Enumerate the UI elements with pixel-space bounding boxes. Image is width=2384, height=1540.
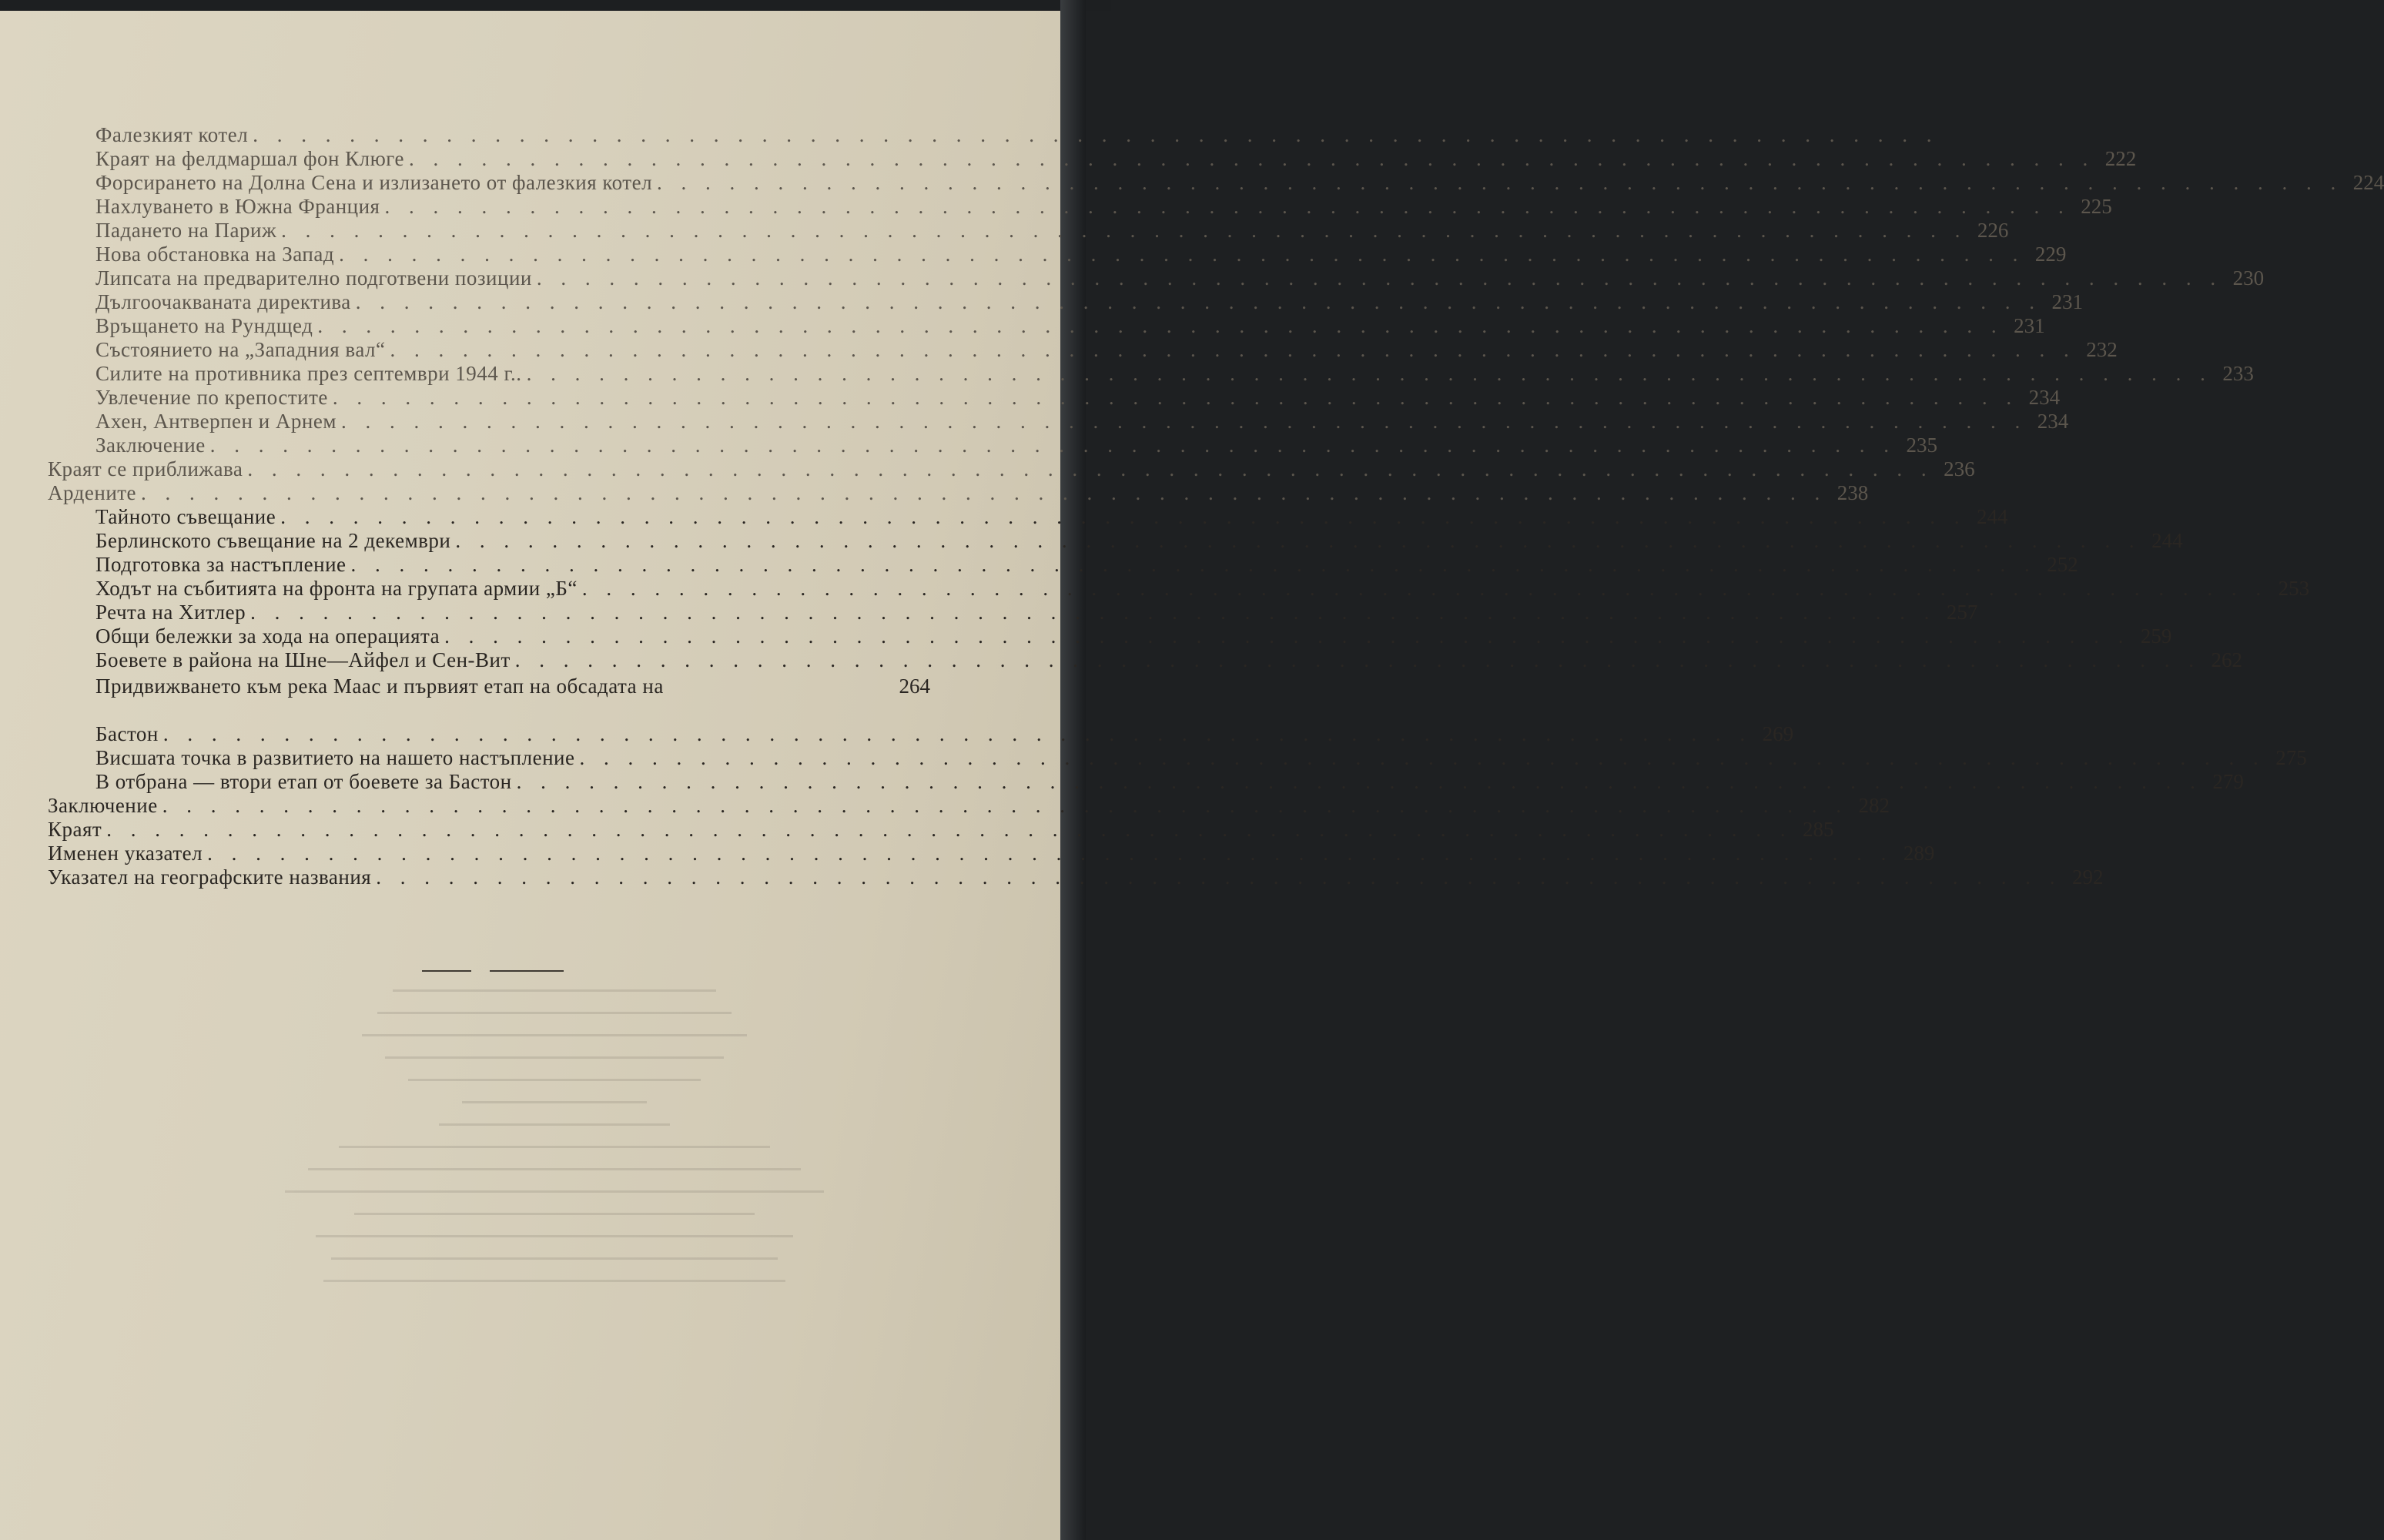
toc-entry-page: 233 [2222,362,2254,385]
toc-entry-title: Дългоочакваната директива [95,290,351,313]
toc-entry-page: 244 [2151,529,2183,552]
toc-entry [48,457,1975,482]
toc-entry-title: Силите на противника през септември 1944 г.. [95,362,522,385]
dot-leader: . . . . . . . . . . . . . . . . . . . . . . . . . . . . . . . . . . . . . . . . . . . . . . . . . . . . . . . . . . . . . . . . . . . . . . [390,338,2076,361]
dot-leader: . . . . . . . . . . . . . . . . . . . . . . . . . . . . . . . . . . . . . . . . . . . . . . . . . . . . . . . . . . . . . . . . . . . . . . [281,219,1967,242]
dot-leader: . . . . . . . . . . . . . . . . . . . . . . . . . . . . . . . . . . . . . . . . . . . . . . . . . . . . . . . . . . . . . . . . . . [162,722,1753,745]
toc-entry [95,243,2067,267]
toc-entry [48,481,1869,506]
toc-entry-page: 235 [1906,434,1937,457]
dot-leader: . . . . . . . . . . . . . . . . . . . . . . . . . . . . . . . . . . . . . . . . . . . . . . . . . . . . . . . . . . . . . . . . . . . . . . [581,577,2268,600]
toc-entry [95,123,1939,148]
toc-entry-title: Боевете в района на Шне—Айфел и Сен-Вит [95,648,511,671]
toc-entry [95,266,2265,291]
dot-leader: . . . . . . . . . . . . . . . . . . . . . . . . . . . . . . . . . . . . . . . . . . . . . . . . . . . . . . . . . . . . . . . . . . . . . . [657,171,2343,194]
toc-entry-title: Тайното съвещание [95,505,276,528]
dot-leader: . . . . . . . . . . . . . . . . . . . . . . . . . . . . . . . . . . . . . . . . . . . . . . . . . . . . . . . . . . . . . . . . . . . . . . [162,794,1848,817]
dot-leader: . . . . . . . . . . . . . . . . . . . . . . . . . . . . . . . . . . . . . . . . . . . . . . . . . . . . . . . . . . . . . . . . . . . . . . [253,123,1939,146]
toc-entry [95,362,2254,387]
toc-entry [95,553,2078,578]
toc-entry-title: Нова обстановка на Запад [95,243,335,266]
toc-entry-page: 236 [1944,457,1975,480]
toc-entry [95,648,2243,673]
toc-entry [48,842,1935,866]
toc-entry [95,529,2183,554]
toc-entry-page: 275 [2275,746,2307,769]
toc-entry [95,675,930,699]
dot-leader: . . . . . . . . . . . . . . . . . . . . . . . . . . . . . . . . . . . . . . . . . . . . . . . . . . . . . . . . . . . . . . . . . . . . . . [317,314,2004,337]
toc-continuation-row [95,722,1794,747]
dot-leader: . . . . . . . . . . . . . . . . . . . . . . . . . . . . . . . . . . . . . . . . . . . . . . . . . . . . . . . . . . . . . . . . . . . . . . [376,865,2062,889]
toc-entry-page: 262 [2211,648,2243,671]
toc-entry [95,601,1978,625]
toc-entry-page: 231 [2014,314,2045,337]
toc-entry-page: 229 [2034,243,2067,266]
toc-entry [95,147,2137,172]
toc-entry-page: 238 [1837,481,1869,504]
toc-entry-page: 292 [2071,865,2104,889]
dot-leader: . . . . . . . . . . . . . . . . . . . . . . . . . . . . . . . . . . . . . . . . . . . . . . . . . . . . . . . . . . . . . . . . . . . . . . [247,457,1934,480]
toc-entry-title: Именен указател [48,842,203,865]
toc-entry-title: Заключение [48,794,158,817]
toc-entry-page: 289 [1903,842,1935,865]
toc-entry-title: Придвижването към река Маас и първият етап на обсадата на [95,675,664,698]
dot-leader: . . . . . . . . . . . . . . . . . . . . . . . . . . . . . . . . . . . . . . . . . . . . . . . . . . . . . . . . . . . . . . . . . . . . . . [350,553,2037,576]
dot-leader: . . . . . . . . . . . . . . . . . . . . . . . . . . . . . . . . . . . . . . . . . . . . . . . . . . . . . . . . . . . . . . . . . . . . . . [455,529,2141,552]
toc-entry-title: Подготовка за настъпление [95,553,347,576]
dot-leader: . . . . . . . . . . . . . . . . . . . . . . . . . . . . . . . . . . . . . . . . . . . . . . . . . . . . . . . . . . . . . . . . . . . . . . [516,770,2202,793]
toc-entry [95,505,2008,530]
toc-entry-title: Краят на фелдмаршал фон Клюге [95,147,405,170]
toc-entry-title: Висшата точка в развитието на нашето настъпление [95,746,575,769]
toc-entry [48,818,1834,842]
toc-entry [95,386,2061,410]
dot-leader: . . . . . . . . . . . . . . . . . . . . . . . . . . . . . . . . . . . . . . . . . . . . . . . . . . . . . . . . . . . . . . . . . . . . . . [384,195,2071,218]
toc-entry-page: 226 [1977,219,2009,242]
dot-leader: . . . . . . . . . . . . . . . . . . . . . . . . . . . . . . . . . . . . . . . . . . . . . . . . . . . . . . . . . . . . . . . . . . . . . . [332,386,2019,409]
toc-entry-title: Връщането на Рундщед [95,314,313,337]
toc-entry-title: Ахен, Антверпен и Арнем [95,410,337,433]
divider-left [422,970,471,972]
toc-entry [95,338,2118,363]
dot-leader: . . . . . . . . . . . . . . . . . . . . . . . . . . . . . . . . . . . . . . . . . . . . . . . . . . . . . . . . . . . . . . . . . . . . . . [106,818,1793,841]
toc-entry-title: Заключение [95,434,206,457]
dot-leader: . . . . . . . . . . . . . . . . . . . . . . . . . . . . . . . . . . . . . . . . . . . . . . . . . . . . . . . . . . . . . . . . . . . . . . [355,290,2042,313]
toc-entry-page: 225 [2081,195,2112,218]
toc-entry-page: 264 [899,675,930,698]
dot-leader: . . . . . . . . . . . . . . . . . . . . . . . . . . . . . . . . . . . . . . . . . . . . . . . . . . . . . . . . . . . . . . . . . . . . . . [526,362,2212,385]
toc-entry-page: 257 [1946,601,1978,624]
toc-entry [48,794,1890,819]
toc-entry-page: 231 [2051,290,2084,313]
dot-leader: . . . . . . . . . . . . . . . . . . . . . . . . . . . . . . . . . . . . . . . . . . . . . . . . . . . . . . . . . . . . . . . . . . . . . . [250,601,1937,624]
toc-entry-title: Състоянието на „Западния вал“ [95,338,386,361]
show-through-imprint [254,989,855,1467]
dot-leader: . . . . . . . . . . . . . . . . . . . . . . . . . . . . . . . . . . . . . . . . . . . . . . . . . . . . . . . . . . . . . . . . . . . . . . [409,147,2095,170]
toc-entry-title: Берлинското съвещание на 2 декември [95,529,451,552]
top-edge [0,0,1111,11]
dot-leader: . . . . . . . . . . . . . . . . . . . . . . . . . . . . . . . . . . . . . . . . . . . . . . . . . . . . . . . . . . . . . . . . . . . . . . [280,505,1967,528]
toc-entry-page: 282 [1858,794,1890,817]
toc-entry-page: 252 [2047,553,2078,576]
toc-entry-title: Липсата на предварително подготвени позиции [95,266,532,290]
toc-entry-title: Форсирането на Долна Сена и излизането от фалезкия котел [95,171,653,194]
toc-entry [95,219,2009,243]
toc-entry-page: 230 [2232,266,2265,290]
toc-entry-page: 253 [2278,577,2310,600]
dot-leader: . . . . . . . . . . . . . . . . . . . . . . . . . . . . . . . . . . . . . . . . . . . . . . . . . . . . . . . . . . . . . . . . . . . . . . [339,243,2025,266]
dot-leader: . . . . . . . . . . . . . . . . . . . . . . . . . . . . . . . . . . . . . . . . . . . . . . . . . . . . . . . . . . . . . . . . . . . . . . [579,746,2265,769]
toc-entry [95,195,2112,219]
toc-entry-title: Нахлуването в Южна Франция [95,195,380,218]
toc-entry-page: 232 [2086,338,2118,361]
toc-entry-title: Падането на Париж [95,219,277,242]
toc-entry-title: Фалезкият котел [95,123,249,146]
dot-leader: . . . . . . . . . . . . . . . . . . . . . . . . . . . . . . . . . . . . . . . . . . . . . . . . . . . . . . . . . . . . . . . . . . . . . . [141,481,1827,504]
toc-entry-title: Краят [48,818,102,841]
toc-entry-page: 234 [2037,410,2069,433]
toc-entry [95,434,1937,458]
toc-continuation-page: 269 [1762,722,1794,745]
toc-entry-title: Краят се приближава [48,457,243,480]
toc-entry-page: 279 [2212,770,2244,793]
toc-entry-page: 244 [1976,505,2008,528]
dot-leader: . . . . . . . . . . . . . . . . . . . . . . . . . . . . . . . . . . . . . . . . . . . . . . . . . . . . . . . . . . . . . . . . . . . . . . [207,842,1893,865]
toc-entry [95,624,2172,649]
toc-entry [48,865,2104,890]
toc-entry-page: 285 [1802,818,1834,841]
toc-entry [95,314,2045,339]
toc-entry [95,410,2069,434]
toc-entry [95,746,2307,771]
dot-leader: . . . . . . . . . . . . . . . . . . . . . . . . . . . . . . . . . . . . . . . . . . . . . . . . . . . . . . . . . . . . . . . . . . . . . . [340,410,2027,433]
toc-continuation-title: Бастон [95,722,159,745]
toc-entry-title: Указател на географските названия [48,865,372,889]
dot-leader: . . . . . . . . . . . . . . . . . . . . . . . . . . . . . . . . . . . . . . . . . . . . . . . . . . . . . . . . . . . . . . . . . . . . . . [536,266,2223,290]
toc-entry-title: Ардените [48,481,137,504]
toc-entry-page: 224 [2352,171,2384,194]
toc-entry-title: В отбрана — втори етап от боевете за Бастон [95,770,512,793]
toc-entry-page: 222 [2104,147,2137,170]
toc-entry-title: Ходът на събитията на фронта на групата армии „Б“ [95,577,578,600]
toc-entry-title: Увлечение по крепостите [95,386,328,409]
toc-entry-title: Общи бележки за хода на операцията [95,624,440,648]
toc-entry [95,577,2310,601]
dot-leader: . . . . . . . . . . . . . . . . . . . . . . . . . . . . . . . . . . . . . . . . . . . . . . . . . . . . . . . . . . . . . . . . . . . . . . [444,624,2131,648]
toc-entry-page: 259 [2140,624,2172,648]
dot-leader: . . . . . . . . . . . . . . . . . . . . . . . . . . . . . . . . . . . . . . . . . . . . . . . . . . . . . . . . . . . . . . . . . . . . . . [209,434,1896,457]
toc-entry [95,171,2384,196]
toc-entry [95,770,2244,795]
divider-right [490,970,564,972]
toc-entry-title: Речта на Хитлер [95,601,246,624]
dot-leader: . . . . . . . . . . . . . . . . . . . . . . . . . . . . . . . . . . . . . . . . . . . . . . . . . . . . . . . . . . . . . . . . . . . . . . [514,648,2202,671]
toc-entry-page: 234 [2028,386,2061,409]
toc-entry [95,290,2084,315]
